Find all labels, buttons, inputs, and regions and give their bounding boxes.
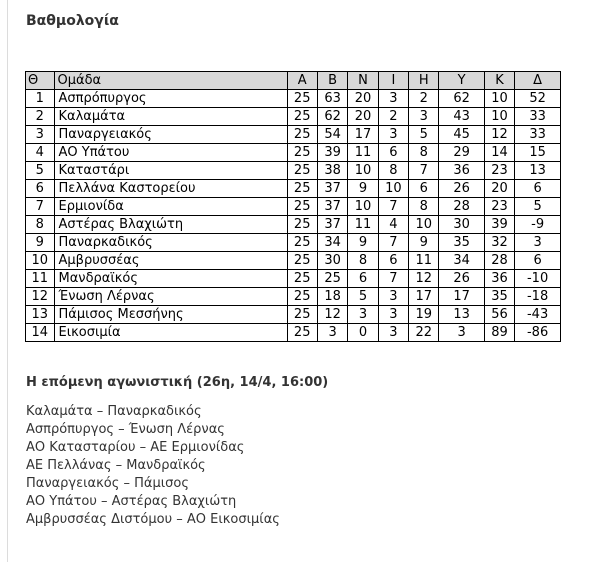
fixture-item: ΑΟ Υπάτου – Αστέρας Βλαχιώτη bbox=[26, 494, 237, 509]
cell-points: 3 bbox=[317, 324, 347, 342]
cell-points: 12 bbox=[317, 306, 347, 324]
cell-wins: 5 bbox=[348, 288, 378, 306]
cell-position: 14 bbox=[26, 324, 55, 342]
cell-draws: 3 bbox=[378, 90, 408, 108]
cell-points: 37 bbox=[317, 198, 347, 216]
cell-goals-against: 23 bbox=[484, 162, 514, 180]
cell-position: 13 bbox=[26, 306, 55, 324]
standings-table bbox=[25, 71, 561, 342]
header-draws: Ι bbox=[378, 72, 408, 90]
cell-points: 38 bbox=[317, 162, 347, 180]
table-row bbox=[26, 90, 561, 108]
cell-goal-difference: 33 bbox=[515, 108, 561, 126]
cell-wins: 9 bbox=[348, 180, 378, 198]
cell-played: 25 bbox=[287, 126, 317, 144]
cell-position: 12 bbox=[26, 288, 55, 306]
cell-goals-for: 36 bbox=[439, 162, 484, 180]
next-round-title: Η επόμενη αγωνιστική (26η, 14/4, 16:00) bbox=[26, 375, 329, 390]
cell-goal-difference: 52 bbox=[515, 90, 561, 108]
cell-played: 25 bbox=[287, 90, 317, 108]
cell-goals-for: 17 bbox=[439, 288, 484, 306]
cell-goals-against: 20 bbox=[484, 180, 514, 198]
header-played: Α bbox=[287, 72, 317, 90]
cell-goals-against: 10 bbox=[484, 108, 514, 126]
cell-draws: 6 bbox=[378, 252, 408, 270]
cell-played: 25 bbox=[287, 234, 317, 252]
cell-goals-against: 28 bbox=[484, 252, 514, 270]
cell-goals-against: 12 bbox=[484, 126, 514, 144]
cell-wins: 0 bbox=[348, 324, 378, 342]
cell-goals-for: 26 bbox=[439, 270, 484, 288]
cell-played: 25 bbox=[287, 306, 317, 324]
cell-draws: 8 bbox=[378, 162, 408, 180]
header-team: Ομάδα bbox=[54, 72, 287, 90]
cell-team: Καταστάρι bbox=[54, 162, 287, 180]
cell-draws: 3 bbox=[378, 288, 408, 306]
cell-team: Παναρκαδικός bbox=[54, 234, 287, 252]
cell-losses: 11 bbox=[409, 252, 439, 270]
cell-goals-against: 56 bbox=[484, 306, 514, 324]
cell-losses: 7 bbox=[409, 162, 439, 180]
cell-team: Αμβρυσσέας bbox=[54, 252, 287, 270]
cell-draws: 10 bbox=[378, 180, 408, 198]
cell-position: 9 bbox=[26, 234, 55, 252]
table-row bbox=[26, 126, 561, 144]
cell-position: 8 bbox=[26, 216, 55, 234]
header-goals-for: Υ bbox=[439, 72, 484, 90]
cell-wins: 17 bbox=[348, 126, 378, 144]
cell-losses: 8 bbox=[409, 144, 439, 162]
header-losses: Η bbox=[409, 72, 439, 90]
cell-team: Παναργειακός bbox=[54, 126, 287, 144]
table-row bbox=[26, 180, 561, 198]
cell-goals-for: 28 bbox=[439, 198, 484, 216]
cell-played: 25 bbox=[287, 108, 317, 126]
cell-position: 7 bbox=[26, 198, 55, 216]
cell-played: 25 bbox=[287, 162, 317, 180]
cell-team: Μανδραϊκός bbox=[54, 270, 287, 288]
page-left-border bbox=[7, 0, 8, 562]
cell-goal-difference: 15 bbox=[515, 144, 561, 162]
cell-team: Ερμιονίδα bbox=[54, 198, 287, 216]
cell-goals-against: 36 bbox=[484, 270, 514, 288]
cell-team: Πάμισος Μεσσήνης bbox=[54, 306, 287, 324]
fixture-item: Καλαμάτα – Παναρκαδικός bbox=[26, 404, 202, 419]
table-row bbox=[26, 324, 561, 342]
header-goals-against: Κ bbox=[484, 72, 514, 90]
cell-goals-against: 23 bbox=[484, 198, 514, 216]
fixture-item: Παναργειακός – Πάμισος bbox=[26, 476, 189, 491]
cell-points: 30 bbox=[317, 252, 347, 270]
cell-played: 25 bbox=[287, 198, 317, 216]
cell-draws: 3 bbox=[378, 306, 408, 324]
cell-goal-difference: -18 bbox=[515, 288, 561, 306]
cell-played: 25 bbox=[287, 144, 317, 162]
header-goal-difference: Δ bbox=[515, 72, 561, 90]
cell-team: Ένωση Λέρνας bbox=[54, 288, 287, 306]
fixture-item: Ασπρόπυργος – Ένωση Λέρνας bbox=[26, 422, 225, 437]
page-title: Βαθμολογία bbox=[26, 13, 119, 29]
cell-draws: 2 bbox=[378, 108, 408, 126]
cell-losses: 17 bbox=[409, 288, 439, 306]
cell-goals-for: 13 bbox=[439, 306, 484, 324]
cell-team: Πελλάνα Καστορείου bbox=[54, 180, 287, 198]
cell-goal-difference: 13 bbox=[515, 162, 561, 180]
cell-team: ΑΟ Υπάτου bbox=[54, 144, 287, 162]
cell-draws: 6 bbox=[378, 144, 408, 162]
cell-wins: 6 bbox=[348, 270, 378, 288]
cell-draws: 3 bbox=[378, 324, 408, 342]
cell-points: 62 bbox=[317, 108, 347, 126]
cell-position: 10 bbox=[26, 252, 55, 270]
fixtures-list bbox=[26, 403, 280, 529]
cell-draws: 7 bbox=[378, 270, 408, 288]
cell-wins: 11 bbox=[348, 144, 378, 162]
cell-team: Ασπρόπυργος bbox=[54, 90, 287, 108]
cell-points: 37 bbox=[317, 216, 347, 234]
table-row bbox=[26, 306, 561, 324]
table-row bbox=[26, 144, 561, 162]
table-row bbox=[26, 270, 561, 288]
cell-team: Αστέρας Βλαχιώτη bbox=[54, 216, 287, 234]
cell-goals-against: 89 bbox=[484, 324, 514, 342]
cell-wins: 20 bbox=[348, 90, 378, 108]
cell-goals-for: 43 bbox=[439, 108, 484, 126]
cell-goal-difference: -86 bbox=[515, 324, 561, 342]
cell-goals-for: 35 bbox=[439, 234, 484, 252]
cell-position: 11 bbox=[26, 270, 55, 288]
cell-goal-difference: -9 bbox=[515, 216, 561, 234]
cell-losses: 2 bbox=[409, 90, 439, 108]
header-points: Β bbox=[317, 72, 347, 90]
cell-draws: 7 bbox=[378, 198, 408, 216]
cell-goals-for: 34 bbox=[439, 252, 484, 270]
table-row bbox=[26, 198, 561, 216]
header-wins: Ν bbox=[348, 72, 378, 90]
cell-goal-difference: 6 bbox=[515, 180, 561, 198]
cell-played: 25 bbox=[287, 180, 317, 198]
cell-losses: 5 bbox=[409, 126, 439, 144]
cell-losses: 22 bbox=[409, 324, 439, 342]
cell-played: 25 bbox=[287, 288, 317, 306]
cell-position: 2 bbox=[26, 108, 55, 126]
cell-draws: 3 bbox=[378, 126, 408, 144]
cell-losses: 10 bbox=[409, 216, 439, 234]
cell-points: 25 bbox=[317, 270, 347, 288]
cell-goals-for: 62 bbox=[439, 90, 484, 108]
cell-position: 4 bbox=[26, 144, 55, 162]
fixture-item: ΑΕ Πελλάνας – Μανδραϊκός bbox=[26, 458, 206, 473]
cell-wins: 11 bbox=[348, 216, 378, 234]
cell-losses: 8 bbox=[409, 198, 439, 216]
cell-goals-for: 45 bbox=[439, 126, 484, 144]
cell-goal-difference: 6 bbox=[515, 252, 561, 270]
cell-goal-difference: 5 bbox=[515, 198, 561, 216]
table-row bbox=[26, 234, 561, 252]
cell-losses: 3 bbox=[409, 108, 439, 126]
cell-played: 25 bbox=[287, 216, 317, 234]
cell-played: 25 bbox=[287, 252, 317, 270]
cell-points: 34 bbox=[317, 234, 347, 252]
cell-position: 5 bbox=[26, 162, 55, 180]
table-row bbox=[26, 288, 561, 306]
cell-wins: 10 bbox=[348, 198, 378, 216]
cell-wins: 9 bbox=[348, 234, 378, 252]
cell-goal-difference: 33 bbox=[515, 126, 561, 144]
cell-goals-for: 30 bbox=[439, 216, 484, 234]
cell-wins: 8 bbox=[348, 252, 378, 270]
cell-team: Εικοσιμία bbox=[54, 324, 287, 342]
cell-goals-for: 29 bbox=[439, 144, 484, 162]
cell-losses: 9 bbox=[409, 234, 439, 252]
table-header-row bbox=[26, 72, 561, 90]
header-position: Θ bbox=[26, 72, 55, 90]
table-row bbox=[26, 162, 561, 180]
fixture-item: ΑΟ Κατασταρίου – ΑΕ Ερμιονίδας bbox=[26, 440, 245, 455]
cell-losses: 6 bbox=[409, 180, 439, 198]
cell-goals-against: 39 bbox=[484, 216, 514, 234]
cell-draws: 7 bbox=[378, 234, 408, 252]
table-row bbox=[26, 108, 561, 126]
cell-goals-for: 26 bbox=[439, 180, 484, 198]
cell-points: 63 bbox=[317, 90, 347, 108]
cell-goals-against: 14 bbox=[484, 144, 514, 162]
fixture-item: Αμβρυσσέας Διστόμου – ΑΟ Εικοσιμίας bbox=[26, 512, 280, 527]
cell-goals-against: 35 bbox=[484, 288, 514, 306]
standings-body bbox=[26, 90, 561, 342]
cell-losses: 12 bbox=[409, 270, 439, 288]
cell-losses: 19 bbox=[409, 306, 439, 324]
cell-played: 25 bbox=[287, 270, 317, 288]
cell-points: 54 bbox=[317, 126, 347, 144]
cell-team: Καλαμάτα bbox=[54, 108, 287, 126]
cell-position: 1 bbox=[26, 90, 55, 108]
cell-points: 18 bbox=[317, 288, 347, 306]
cell-goals-against: 32 bbox=[484, 234, 514, 252]
cell-wins: 20 bbox=[348, 108, 378, 126]
table-row bbox=[26, 252, 561, 270]
cell-position: 6 bbox=[26, 180, 55, 198]
cell-points: 37 bbox=[317, 180, 347, 198]
cell-goal-difference: -10 bbox=[515, 270, 561, 288]
table-row bbox=[26, 216, 561, 234]
cell-played: 25 bbox=[287, 324, 317, 342]
cell-goal-difference: 3 bbox=[515, 234, 561, 252]
cell-points: 39 bbox=[317, 144, 347, 162]
cell-goals-against: 10 bbox=[484, 90, 514, 108]
cell-wins: 10 bbox=[348, 162, 378, 180]
cell-draws: 4 bbox=[378, 216, 408, 234]
cell-position: 3 bbox=[26, 126, 55, 144]
cell-wins: 3 bbox=[348, 306, 378, 324]
cell-goals-for: 3 bbox=[439, 324, 484, 342]
cell-goal-difference: -43 bbox=[515, 306, 561, 324]
